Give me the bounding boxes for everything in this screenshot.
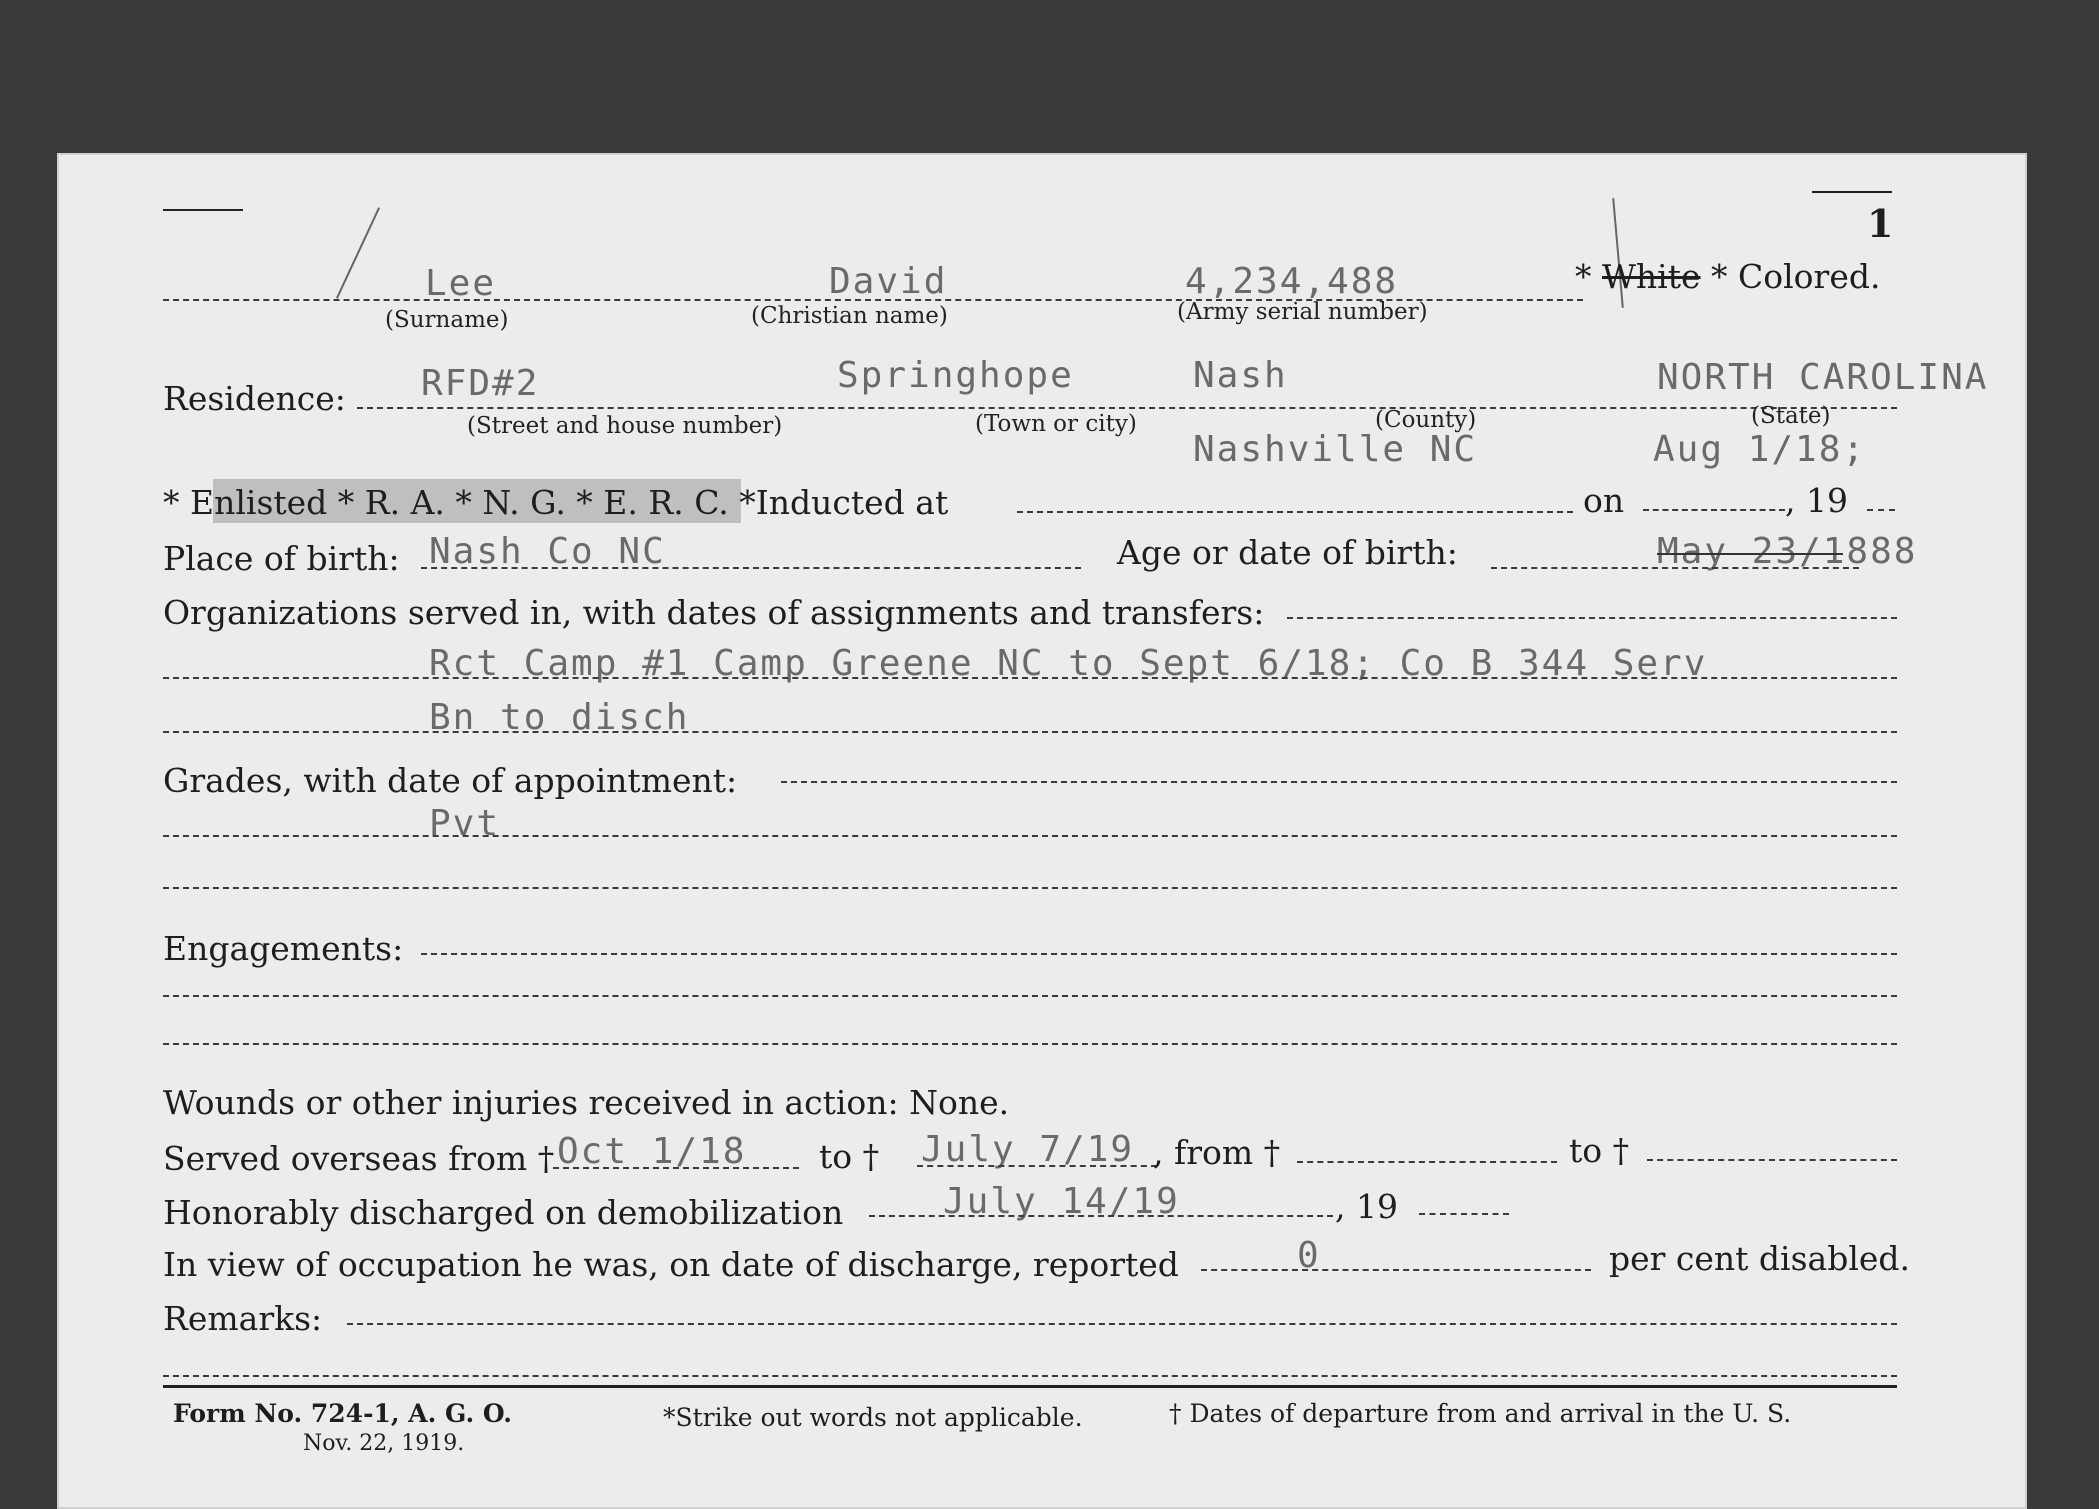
induction-year-line xyxy=(1867,509,1895,511)
surname-label: (Surname) xyxy=(385,307,509,333)
service-record-card xyxy=(57,153,2027,1509)
discharge-date-value: July 14/19 xyxy=(943,1181,1180,1222)
card-number: 1 xyxy=(1867,201,1894,246)
age-strike xyxy=(1657,553,1843,555)
street-label: (Street and house number) xyxy=(467,413,783,439)
disability-value: 0 xyxy=(1297,1235,1321,1276)
residence-line xyxy=(357,407,1897,409)
engagements-line-1 xyxy=(163,995,1897,997)
age-line xyxy=(1491,567,1859,569)
overseas-from2-line xyxy=(1297,1161,1557,1163)
remarks-line-1 xyxy=(163,1375,1897,1377)
on-line xyxy=(1643,509,1785,511)
street-value: RFD#2 xyxy=(421,363,540,404)
footer-rule xyxy=(163,1385,1897,1388)
overseas-to-value: July 7/19 xyxy=(921,1129,1135,1170)
induction-place-value: Nashville NC xyxy=(1193,429,1478,470)
strike-note: *Strike out words not applicable. xyxy=(663,1403,1083,1432)
grades-label: Grades, with date of appointment: xyxy=(163,761,738,800)
birth-place-line xyxy=(421,567,1081,569)
organizations-line-1 xyxy=(163,677,1897,679)
organizations-line-0 xyxy=(1287,617,1897,619)
state-value: NORTH CAROLINA xyxy=(1657,357,1989,398)
age-value: May 23/1888 xyxy=(1657,531,1918,572)
state-label: (State) xyxy=(1751,403,1831,429)
overseas-to-label: to † xyxy=(819,1137,880,1176)
overseas-label: Served overseas from † xyxy=(163,1139,555,1178)
on-label: on xyxy=(1583,481,1625,520)
discharge-line xyxy=(869,1215,1333,1217)
induction-date-value: Aug 1/18; xyxy=(1653,429,1867,470)
enlisted-line: * Enlisted * R. A. * N. G. * E. R. C. *Inducted at xyxy=(163,483,949,522)
remarks-label: Remarks: xyxy=(163,1299,323,1338)
organizations-line-2 xyxy=(163,731,1897,733)
disability-line xyxy=(1201,1269,1591,1271)
grades-value: Pvt xyxy=(429,803,501,844)
grades-line-0 xyxy=(781,781,1897,783)
form-date: Nov. 22, 1919. xyxy=(303,1431,465,1456)
residence-label: Residence: xyxy=(163,379,346,418)
overseas-from-value: Oct 1/18 xyxy=(557,1131,747,1172)
organizations-label: Organizations served in, with dates of assignments and transfers: xyxy=(163,593,1265,632)
discharge-label: Honorably discharged on demobilization xyxy=(163,1193,844,1232)
disability-label: In view of occupation he was, on date of discharge, reported xyxy=(163,1245,1179,1284)
organizations-line2: Bn to disch xyxy=(429,697,690,738)
disability-suffix: per cent disabled. xyxy=(1609,1239,1911,1278)
discharge-year-line xyxy=(1419,1213,1509,1215)
engagements-line-2 xyxy=(163,1043,1897,1045)
pencil-mark-left xyxy=(336,207,380,298)
race-colored: Colored. xyxy=(1738,257,1881,296)
form-number: Form No. 724-1, A. G. O. xyxy=(173,1399,512,1428)
town-value: Springhope xyxy=(837,355,1074,396)
grades-line-1 xyxy=(163,835,1897,837)
race-white: White xyxy=(1602,257,1701,296)
christian-name-label: (Christian name) xyxy=(751,303,948,329)
race-prefix: * xyxy=(1575,257,1602,296)
organizations-line1: Rct Camp #1 Camp Greene NC to Sept 6/18; Co B 344 Serv xyxy=(429,643,1708,684)
race-sep: * xyxy=(1700,257,1739,296)
wounds-label: Wounds or other injuries received in action: None. xyxy=(163,1083,1010,1122)
birth-place-label: Place of birth: xyxy=(163,539,400,578)
serial-number-value: 4,234,488 xyxy=(1185,261,1399,302)
overseas-to2-label: to † xyxy=(1569,1131,1630,1170)
serial-number-label: (Army serial number) xyxy=(1177,299,1428,325)
card-number-rule xyxy=(1812,191,1892,193)
christian-name-value: David xyxy=(829,261,948,302)
discharge-year-label: , 19 xyxy=(1335,1187,1398,1226)
grades-line-2 xyxy=(163,887,1897,889)
overseas-from-line xyxy=(553,1167,799,1169)
induction-year-label: , 19 xyxy=(1785,481,1848,520)
age-label: Age or date of birth: xyxy=(1117,533,1458,572)
inducted-at-line xyxy=(1017,511,1573,513)
race-field xyxy=(1575,257,1880,296)
dates-note: † Dates of departure from and arrival in the U. S. xyxy=(1169,1399,1792,1428)
overseas-to2-line xyxy=(1647,1159,1897,1161)
overseas-to-line xyxy=(917,1165,1157,1167)
engagements-label: Engagements: xyxy=(163,929,404,968)
county-label: (County) xyxy=(1375,407,1477,433)
remarks-line-0 xyxy=(347,1323,1897,1325)
birth-place-value: Nash Co NC xyxy=(429,531,666,572)
overseas-from2-label: , from † xyxy=(1153,1133,1281,1172)
town-label: (Town or city) xyxy=(975,411,1137,437)
surname-value: Lee xyxy=(425,263,497,304)
county-value: Nash xyxy=(1193,355,1288,396)
engagements-line-0 xyxy=(421,953,1897,955)
top-dash xyxy=(163,209,243,211)
